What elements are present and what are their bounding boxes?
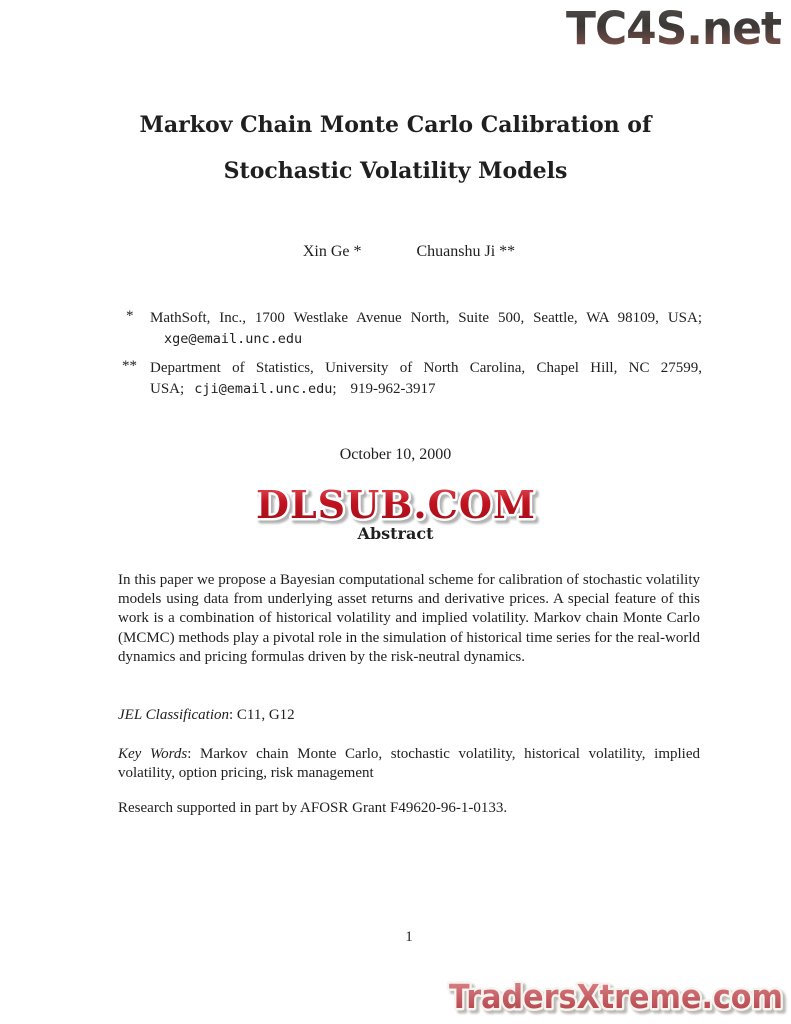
jel-label: JEL Classification [118, 707, 229, 723]
paper-title-line2: Stochastic Volatility Models [223, 158, 568, 184]
tradersxtreme-watermark-logo [443, 976, 789, 1020]
affiliation-1-line2 [118, 329, 702, 350]
tc4s-logo-text: TC4S.net [566, 2, 782, 55]
affiliation-1-marker: * [126, 308, 134, 324]
tradersxtreme-logo-text: TradersXtreme.com [449, 977, 783, 1016]
paper-date: October 10, 2000 [339, 446, 452, 463]
affiliation-2-separator: ; [332, 381, 337, 397]
keywords-line [118, 745, 700, 783]
affiliation-2-marker: ** [122, 358, 137, 374]
funding-note: Research supported in part by AFOSR Grant F49620-96-1-0133. [118, 800, 508, 816]
keywords-label: Key Words [118, 746, 188, 762]
affiliation-2-phone: 919-962-3917 [350, 381, 436, 397]
dlsub-watermark-logo [247, 481, 545, 529]
affiliation-1 [118, 308, 702, 350]
affiliation-1-line1: MathSoft, Inc., 1700 Westlake Avenue North, Suite 500, Seattle, WA 98109, USA; [150, 310, 702, 326]
affiliation-2-line1: Department of Statistics, University of North Carolina, Chapel Hill, NC 27599, [150, 360, 702, 376]
author-2: Chuanshu Ji ** [416, 243, 516, 260]
affiliation-1-email: xge@email.unc.edu [164, 331, 303, 347]
dlsub-logo-text: DLSUB.COM [256, 482, 536, 527]
page-number: 1 [405, 929, 413, 945]
keywords-value: : Markov chain Monte Carlo, stochastic volatility, historical volatility, implied volatility, option pricing, risk management [118, 746, 700, 782]
affiliation-2 [118, 358, 702, 400]
affiliation-2-email: cji@email.unc.edu [194, 381, 333, 397]
tc4s-watermark-logo [560, 0, 788, 56]
abstract-heading: Abstract [357, 524, 434, 543]
affiliation-2-country: USA; [150, 381, 185, 397]
abstract-text: In this paper we propose a Bayesian computational scheme for calibration of stochastic volatility models using data from underlying asset returns and derivative prices. A special feature of this work is a combination of historical volatility and implied volatility. Markov chain Monte Carlo (MCMC) methods play a pivotal role in the simulation of historical time series for the real-world dynamics and pricing formulas driven by the risk-neutral dynamics. [118, 572, 700, 665]
jel-value: : C11, G12 [228, 707, 295, 723]
author-1: Xin Ge * [302, 243, 362, 260]
jel-classification-line [118, 706, 700, 725]
author-row [118, 243, 700, 261]
paper-title-line1: Markov Chain Monte Carlo Calibration of [139, 112, 652, 138]
affiliation-2-line2 [118, 379, 702, 400]
